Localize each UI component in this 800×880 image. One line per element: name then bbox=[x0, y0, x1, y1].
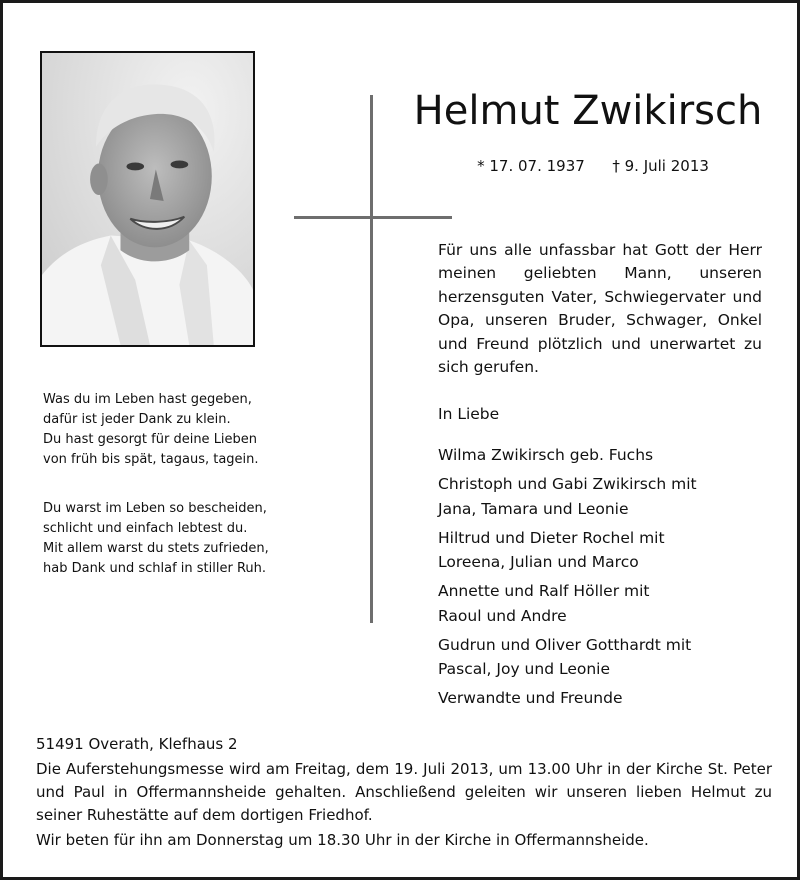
poem-stanza-2 bbox=[43, 499, 283, 579]
cross-horizontal-bar bbox=[294, 216, 452, 219]
mourner-entry bbox=[438, 579, 778, 628]
life-dates bbox=[443, 156, 743, 176]
mourner-line: Annette und Ralf Höller mit bbox=[438, 582, 650, 600]
family-address: 51491 Overath, Klefhaus 2 bbox=[36, 735, 238, 753]
mourner-entry bbox=[438, 686, 778, 711]
mourner-entry bbox=[438, 526, 778, 575]
mourner-line: Christoph und Gabi Zwikirsch mit bbox=[438, 475, 697, 493]
death-announcement-text: Für uns alle unfassbar hat Gott der Herr meinen geliebten Mann, unseren herzensguten Vater, Schwiegervater und Opa, unseren Bruder, Schwager, Onkel und Freund plötzlich und unerwartet zu sich gerufen. bbox=[438, 241, 762, 377]
poem-line: dafür ist jeder Dank zu klein. bbox=[43, 412, 231, 427]
poem-line: Du warst im Leben so bescheiden, bbox=[43, 501, 267, 516]
poem-stanza-1 bbox=[43, 390, 283, 470]
mourner-entry bbox=[438, 472, 778, 521]
mourner-line: Verwandte und Freunde bbox=[438, 689, 623, 707]
death-symbol: † bbox=[612, 157, 620, 175]
prayer-service-info: Wir beten für ihn am Donnerstag um 18.30 Uhr in der Kirche in Offermannsheide. bbox=[36, 831, 649, 849]
mourner-line: Gudrun und Oliver Gotthardt mit bbox=[438, 635, 692, 654]
mourner-line: Loreena, Julian und Marco bbox=[438, 553, 639, 571]
poem-line: von früh bis spät, tagaus, tagein. bbox=[43, 452, 259, 467]
mourner-line: Raoul und Andre bbox=[438, 606, 567, 625]
cross-vertical-bar bbox=[370, 95, 373, 623]
portrait-image bbox=[42, 53, 253, 345]
mourner-line: Jana, Tamara und Leonie bbox=[438, 499, 629, 518]
poem-line: Was du im Leben hast gegeben, bbox=[43, 392, 252, 407]
mourner-line: Wilma Zwikirsch geb. Fuchs bbox=[438, 446, 654, 464]
mourner-line: Hiltrud und Dieter Rochel mit bbox=[438, 528, 665, 547]
funeral-mass-info: Die Auferstehungsmesse wird am Freitag, dem 19. Juli 2013, um 13.00 Uhr in der Kirche St. Peter und Paul in Offermannsheide gehalten. Anschließend geleiten wir unseren lieben Helmut zu seiner Ruhestätte auf dem dortigen Friedhof. bbox=[36, 760, 772, 824]
birth-date: 17. 07. 1937 bbox=[489, 157, 585, 175]
poem-line: Du hast gesorgt für deine Lieben bbox=[43, 432, 258, 447]
poem-line: schlicht und einfach lebtest du. bbox=[43, 521, 248, 536]
mourner-entry bbox=[438, 633, 778, 682]
deceased-name: Helmut Zwikirsch bbox=[413, 88, 763, 134]
poem-line: hab Dank und schlaf in stiller Ruh. bbox=[43, 561, 266, 576]
mourner-entry bbox=[438, 443, 778, 468]
portrait-photo bbox=[40, 51, 255, 347]
poem-line: Mit allem warst du stets zufrieden, bbox=[43, 541, 269, 556]
birth-symbol: * bbox=[477, 157, 485, 175]
mourners-list bbox=[438, 443, 778, 715]
death-date: 9. Juli 2013 bbox=[624, 157, 709, 175]
mourner-line: Pascal, Joy und Leonie bbox=[438, 660, 611, 678]
in-liebe-label: In Liebe bbox=[438, 405, 500, 423]
